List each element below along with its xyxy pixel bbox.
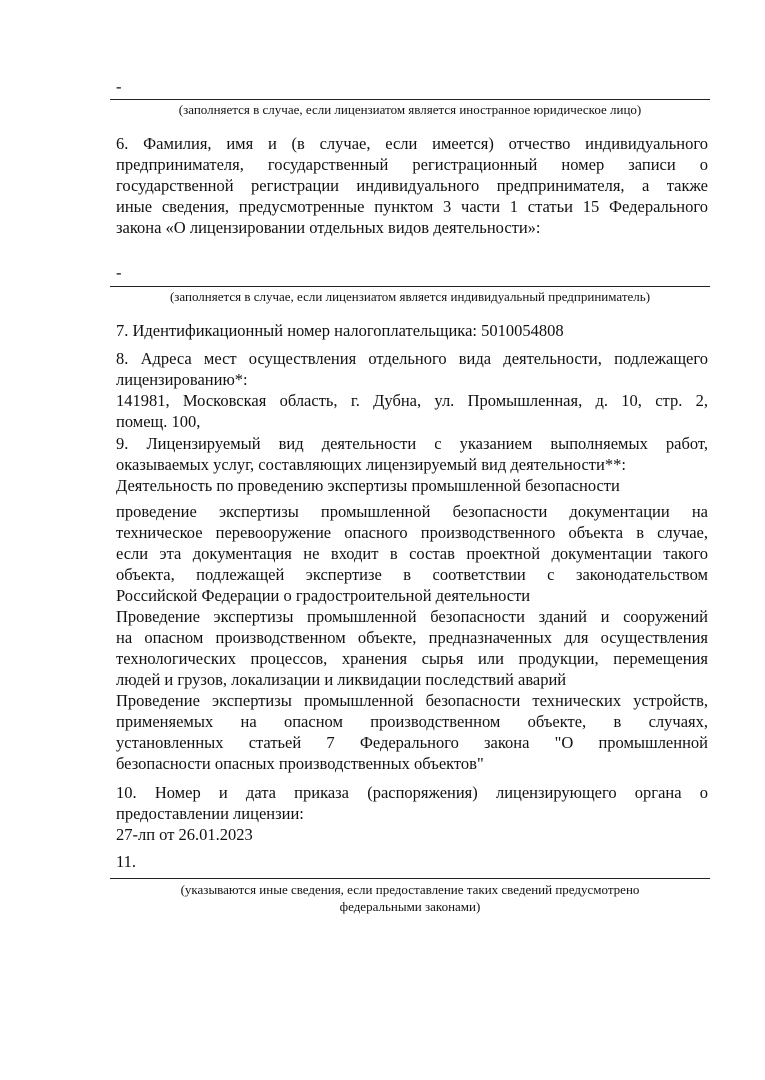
item9-work-3 [116, 690, 708, 774]
work3-line: установленных статьей 7 Федерального закона "О промышленной [116, 733, 708, 752]
item9-line: 9. Лицензируемый вид деятельности с указанием выполняемых работ, [116, 434, 708, 453]
item8-line: лицензированию*: [116, 370, 248, 389]
item6-line: закона «О лицензировании отдельных видов деятельности»: [116, 218, 541, 237]
item6-line: предпринимателя, государственный регистрационный номер записи о [116, 155, 708, 174]
item6-line: иные сведения, предусмотренные пунктом 3 части 1 статьи 15 Федерального [116, 197, 708, 216]
individual-entrepreneur-caption: (заполняется в случае, если лицензиатом является индивидуальный предприниматель) [169, 289, 651, 304]
item8-addresses [116, 348, 708, 432]
foreign-entity-value: - [116, 77, 122, 96]
item6-line: 6. Фамилия, имя и (в случае, если имеется) отчество индивидуального [116, 134, 708, 153]
item10-line: 10. Номер и дата приказа (распоряжения) лицензирующего органа о [116, 783, 708, 802]
work2-line: технологических процессов, хранения сырья или продукции, перемещения [116, 649, 708, 668]
item9-work-2 [116, 606, 708, 690]
individual-entrepreneur-rule [110, 286, 710, 287]
foreign-entity-caption: (заполняется в случае, если лицензиатом является иностранное юридическое лицо) [178, 102, 642, 117]
foreign-entity-rule [110, 99, 710, 100]
work1-line: объекта, подлежащей экспертизе в соответствии с законодательством [116, 565, 708, 584]
work1-line: проведение экспертизы промышленной безопасности документации на [116, 502, 708, 521]
item10-order-number: 27-лп от 26.01.2023 [116, 825, 253, 844]
work2-line: Проведение экспертизы промышленной безопасности зданий и сооружений [116, 607, 708, 626]
item11-rule [110, 878, 710, 879]
item8-line: 8. Адреса мест осуществления отдельного вида деятельности, подлежащего [116, 349, 708, 368]
item11-caption-line: (указываются иные сведения, если предоставление таких сведений предусмотрено [180, 882, 640, 897]
work3-line: применяемых на опасном производственном объекте, в случаях, [116, 712, 708, 731]
work2-line: на опасном производственном объекте, предназначенных для осуществления [116, 628, 708, 647]
item9-work-1 [116, 501, 708, 606]
work2-line: людей и грузов, локализации и ликвидации последствий аварий [116, 670, 567, 689]
work1-line: Российской Федерации о градостроительной деятельности [116, 586, 531, 605]
item10-line: предоставлении лицензии: [116, 804, 304, 823]
item11-caption [110, 881, 710, 915]
work1-line: если эта документация не входит в состав проектной документации такого [116, 544, 708, 563]
work1-line: техническое перевооружение опасного производственного объекта в случае, [116, 523, 708, 542]
item10-order [116, 782, 708, 845]
item6-line: государственной регистрации индивидуального предпринимателя, а также [116, 176, 708, 195]
item9-line: оказываемых услуг, составляющих лицензируемый вид деятельности**: [116, 455, 626, 474]
item11-caption-line: федеральными законами) [339, 899, 481, 914]
work3-line: Проведение экспертизы промышленной безопасности технических устройств, [116, 691, 708, 710]
item8-address-line: 141981, Московская область, г. Дубна, ул. Промышленная, д. 10, стр. 2, [116, 391, 708, 410]
item9-activity-name: Деятельность по проведению экспертизы промышленной безопасности [116, 476, 620, 495]
item6-text [116, 133, 708, 238]
item9-activity [116, 433, 708, 496]
item8-address-line: помещ. 100, [116, 412, 201, 431]
work3-line: безопасности опасных производственных объектов" [116, 754, 484, 773]
individual-entrepreneur-value: - [116, 263, 122, 282]
item11-label: 11. [116, 852, 137, 871]
item7-inn: 7. Идентификационный номер налогоплательщика: 5010054808 [116, 321, 564, 340]
